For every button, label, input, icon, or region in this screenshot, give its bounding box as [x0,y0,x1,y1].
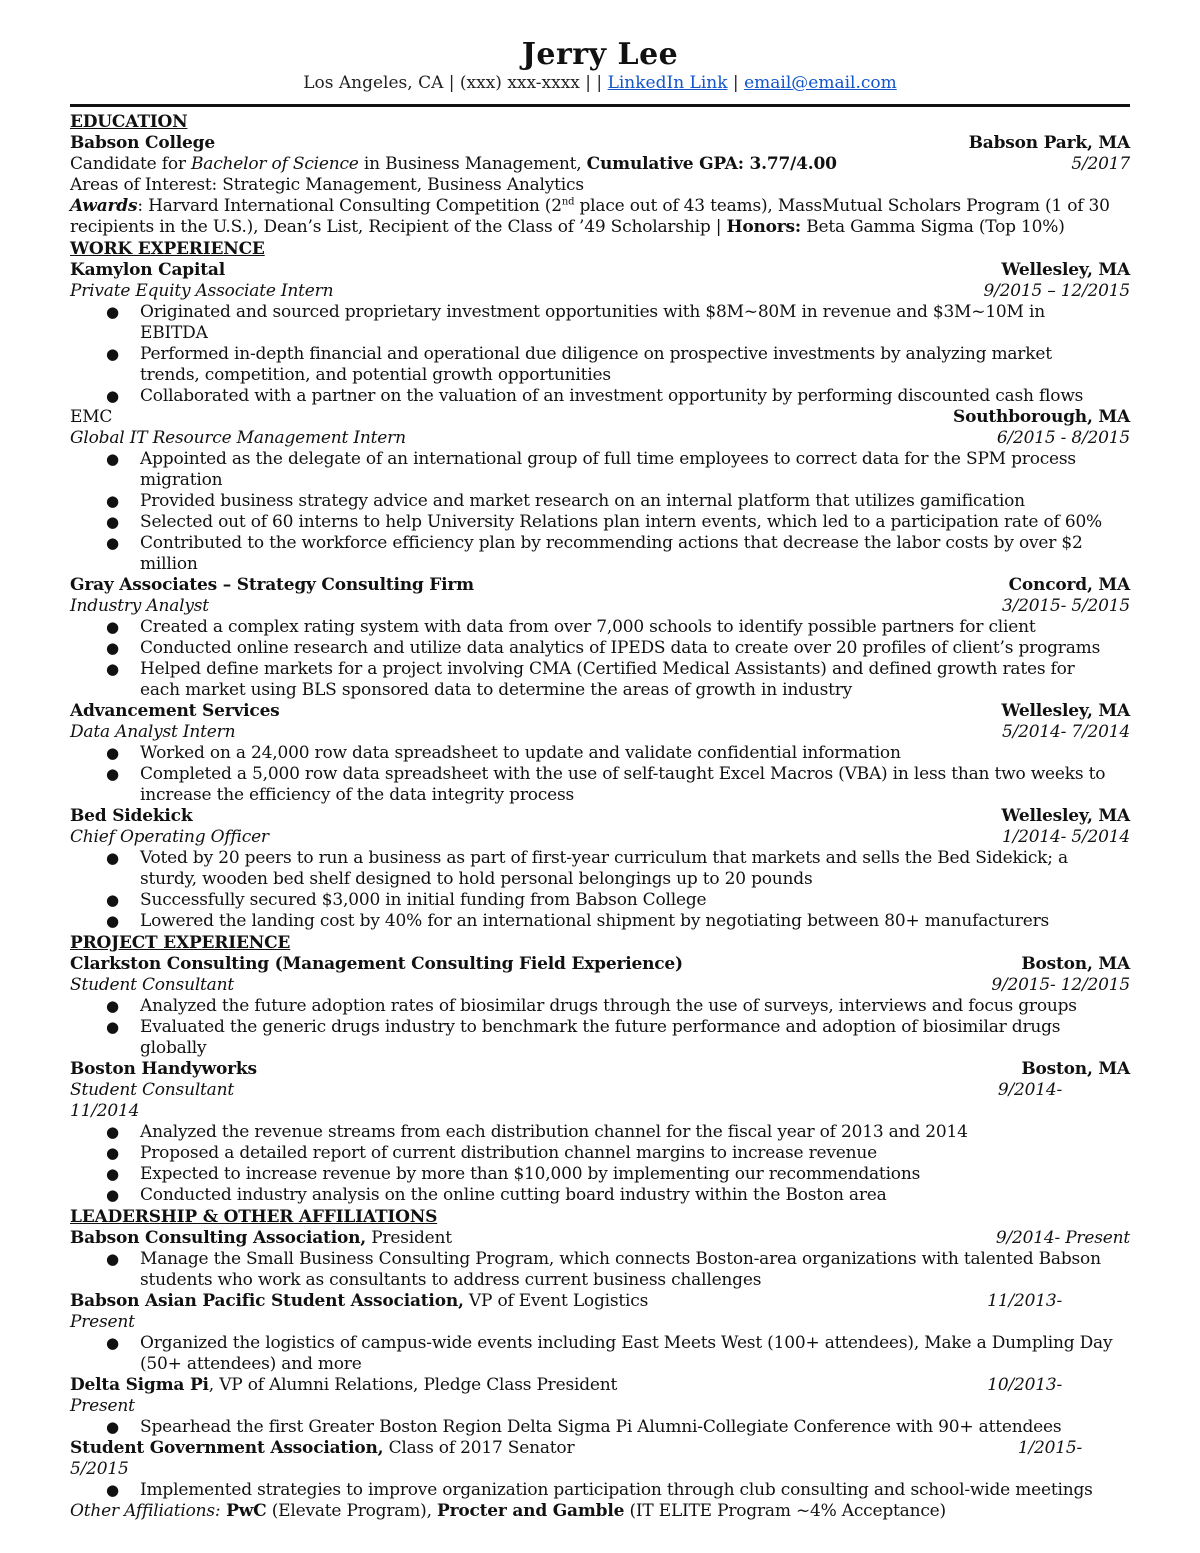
header-divider [70,104,1130,107]
project-org: Boston Handyworks [70,1059,257,1079]
leadership-entry [70,1291,1130,1375]
job-entry [70,806,1130,932]
email-link[interactable]: email@email.com [744,73,897,93]
linkedin-link[interactable]: LinkedIn Link [607,73,728,93]
job-entry [70,260,1130,407]
leadership-entry [70,1438,1130,1501]
bullet: ● Lowered the landing cost by 40% for an international shipment by negotiating between 80+ manufacturers [140,911,1130,932]
bullet: ● Performed in-depth financial and operational due diligence on prospective investments by analyzing market trends, competition, and potential growth opportunities [140,344,1130,386]
bullet: ● Conducted industry analysis on the online cutting board industry within the Boston area [140,1185,1130,1206]
job-entry [70,701,1130,806]
other-affiliation-1-org: PwC [220,1501,267,1521]
bullet: ● Analyzed the future adoption rates of biosimilar drugs through the use of surveys, interviews and focus groups [140,996,1130,1017]
bullet: ● Evaluated the generic drugs industry to benchmark the future performance and adoption of biosimilar drugs globally [140,1017,1130,1059]
contact-line [70,72,1130,94]
job-location: Concord, MA [1008,575,1130,595]
other-affiliations [70,1501,1130,1522]
bullet: ● Manage the Small Business Consulting Program, which connects Boston-area organizations with talented Babson students who work as consultants to address current business challenges [140,1249,1130,1291]
bullet: ● Organized the logistics of campus-wide events including East Meets West (100+ attendees), Make a Dumpling Day (50+ attendees) and more [140,1333,1130,1375]
job-date: 9/2015 – 12/2015 [983,281,1130,301]
leadership-entry [70,1228,1130,1291]
bullet: ● Conducted online research and utilize data analytics of IPEDS data to create over 20 profiles of client’s programs [140,638,1130,659]
leadership-org: Student Government Association, [70,1438,384,1458]
gpa: Cumulative GPA: 3.77/4.00 [586,154,837,174]
awards-label: Awards [70,196,138,216]
leadership-role-line [70,1291,648,1312]
contact-plain: Los Angeles, CA | (xxx) xxx-xxxx | | [303,73,608,93]
degree-prefix: Candidate for [70,154,191,174]
leadership-role: , VP of Alumni Relations, Pledge Class President [208,1375,618,1395]
bullet: ● Proposed a detailed report of current distribution channel margins to increase revenue [140,1143,1130,1164]
bullet: ● Appointed as the delegate of an international group of full time employees to correct data for the SPM process migration [140,449,1130,491]
leadership-date-end: 5/2015 [70,1459,129,1479]
leadership-date-start: 1/2015- [1017,1438,1082,1458]
project-entry [70,1059,1130,1206]
other-affiliations-label: Other Affiliations: [70,1501,221,1521]
project-date: 9/2015- 12/2015 [991,975,1130,995]
project-date-start: 9/2014- [997,1080,1062,1100]
school-location: Babson Park, MA [968,133,1130,153]
project-title: Student Consultant [70,1080,235,1100]
bullet: ● Provided business strategy advice and market research on an internal platform that utilizes gamification [140,491,1130,512]
bullet: ● Created a complex rating system with data from over 7,000 schools to identify possible partners for client [140,617,1130,638]
leadership-role: President [365,1228,452,1248]
bullet: ● Collaborated with a partner on the valuation of an investment opportunity by performing discounted cash flows [140,386,1130,407]
leadership-date-end: Present [70,1396,135,1416]
job-date: 5/2014- 7/2014 [1002,722,1130,742]
education-header [70,133,1130,154]
job-entry [70,407,1130,575]
degree-row [70,154,1130,175]
job-date: 6/2015 - 8/2015 [996,428,1130,448]
leadership-org: Babson Consulting Association, [70,1228,366,1248]
job-location: Wellesley, MA [1001,701,1130,721]
bullet: ● Voted by 20 peers to run a business as part of first-year curriculum that markets and sells the Bed Sidekick; a sturdy, wooden bed shelf designed to hold personal belongings up to 20 pounds [140,848,1130,890]
project-location: Boston, MA [1021,954,1130,974]
job-org: Kamylon Capital [70,260,225,280]
section-project-experience: PROJECT EXPERIENCE [70,933,291,953]
job-date: 3/2015- 5/2015 [1002,596,1130,616]
section-education: EDUCATION [70,112,188,132]
bullet: ● Worked on a 24,000 row data spreadsheet to update and validate confidential information [140,743,1130,764]
job-title: Private Equity Associate Intern [70,281,334,301]
degree-line [70,154,837,175]
bullet: ● Contributed to the workforce efficiency plan by recommending actions that decrease the labor costs by over $2 million [140,533,1130,575]
areas-of-interest: Areas of Interest: Strategic Management, Business Analytics [70,175,584,195]
graduation-date: 5/2017 [1071,154,1130,174]
section-leadership: LEADERSHIP & OTHER AFFILIATIONS [70,1207,438,1227]
bullet: ● Originated and sourced proprietary investment opportunities with $8M~80M in revenue and $3M~10M in EBITDA [140,302,1130,344]
honors-label: Honors: [726,217,801,237]
candidate-name: Jerry Lee [521,37,679,72]
leadership-date-start: 11/2013- [987,1291,1062,1311]
other-affiliation-1-detail: (Elevate Program), [266,1501,437,1521]
school-name: Babson College [70,133,215,153]
leadership-role-line [70,1375,617,1396]
job-title: Industry Analyst [70,596,209,616]
leadership-entry [70,1375,1130,1438]
leadership-role-line [70,1438,574,1459]
degree-suffix: in Business Management, [358,154,587,174]
job-title: Chief Operating Officer [70,827,269,847]
bullet: ● Selected out of 60 interns to help University Relations plan intern events, which led to a participation rate of 60% [140,512,1130,533]
leadership-date-start: 10/2013- [987,1375,1062,1395]
awards-text-2: place out of 43 teams), MassMutual Scholars Program (1 of 30 recipients in the U.S.), Dean’s List, Recipient of the Class of ’49 Scholarship | [70,196,1110,237]
job-location: Wellesley, MA [1001,806,1130,826]
leadership-org: Babson Asian Pacific Student Association, [70,1291,464,1311]
leadership-role: Class of 2017 Senator [383,1438,575,1458]
job-location: Wellesley, MA [1001,260,1130,280]
job-title: Global IT Resource Management Intern [70,428,406,448]
resume-page [70,38,1130,1522]
leadership-org: Delta Sigma Pi [70,1375,209,1395]
leadership-date-end: Present [70,1312,135,1332]
degree-name: Bachelor of Science [190,154,359,174]
other-affiliation-2-org: Procter and Gamble [436,1501,625,1521]
project-org: Clarkston Consulting (Management Consulting Field Experience) [70,954,683,974]
bullet: ● Helped define markets for a project involving CMA (Certified Medical Assistants) and defined growth rates for each market using BLS sponsored data to determine the areas of growth in industry [140,659,1130,701]
project-title: Student Consultant [70,975,235,995]
bullet: ● Successfully secured $3,000 in initial funding from Babson College [140,890,1130,911]
leadership-role-line [70,1228,452,1249]
section-work-experience: WORK EXPERIENCE [70,239,265,259]
project-location: Boston, MA [1021,1059,1130,1079]
job-org: Bed Sidekick [70,806,193,826]
job-location: Southborough, MA [953,407,1130,427]
leadership-date: 9/2014- Present [995,1228,1130,1248]
job-date: 1/2014- 5/2014 [1002,827,1130,847]
leadership-role: VP of Event Logistics [463,1291,649,1311]
bullet: ● Spearhead the first Greater Boston Region Delta Sigma Pi Alumni-Collegiate Conference with 90+ attendees [140,1417,1130,1438]
honors-text: Beta Gamma Sigma (Top 10%) [800,217,1065,237]
project-date-end: 11/2014 [70,1101,140,1121]
bullet: ● Analyzed the revenue streams from each distribution channel for the fiscal year of 2013 and 2014 [140,1122,1130,1143]
awards-line [70,196,1130,238]
job-title: Data Analyst Intern [70,722,236,742]
job-entry [70,575,1130,701]
other-affiliation-2-detail: (IT ELITE Program ~4% Acceptance) [624,1501,946,1521]
job-org: EMC [70,407,113,427]
bullet: ● Expected to increase revenue by more than $10,000 by implementing our recommendations [140,1164,1130,1185]
contact-separator: | [727,73,745,93]
bullet: ● Implemented strategies to improve organization participation through club consulting and school-wide meetings [140,1480,1130,1501]
awards-text-1: : Harvard International Consulting Competition (2 [137,196,562,216]
project-entry [70,954,1130,1059]
bullet: ● Completed a 5,000 row data spreadsheet with the use of self-taught Excel Macros (VBA) in less than two weeks to increase the efficiency of the data integrity process [140,764,1130,806]
job-org: Advancement Services [70,701,280,721]
awards-sup: nd [561,196,575,208]
job-org: Gray Associates – Strategy Consulting Firm [70,575,474,595]
